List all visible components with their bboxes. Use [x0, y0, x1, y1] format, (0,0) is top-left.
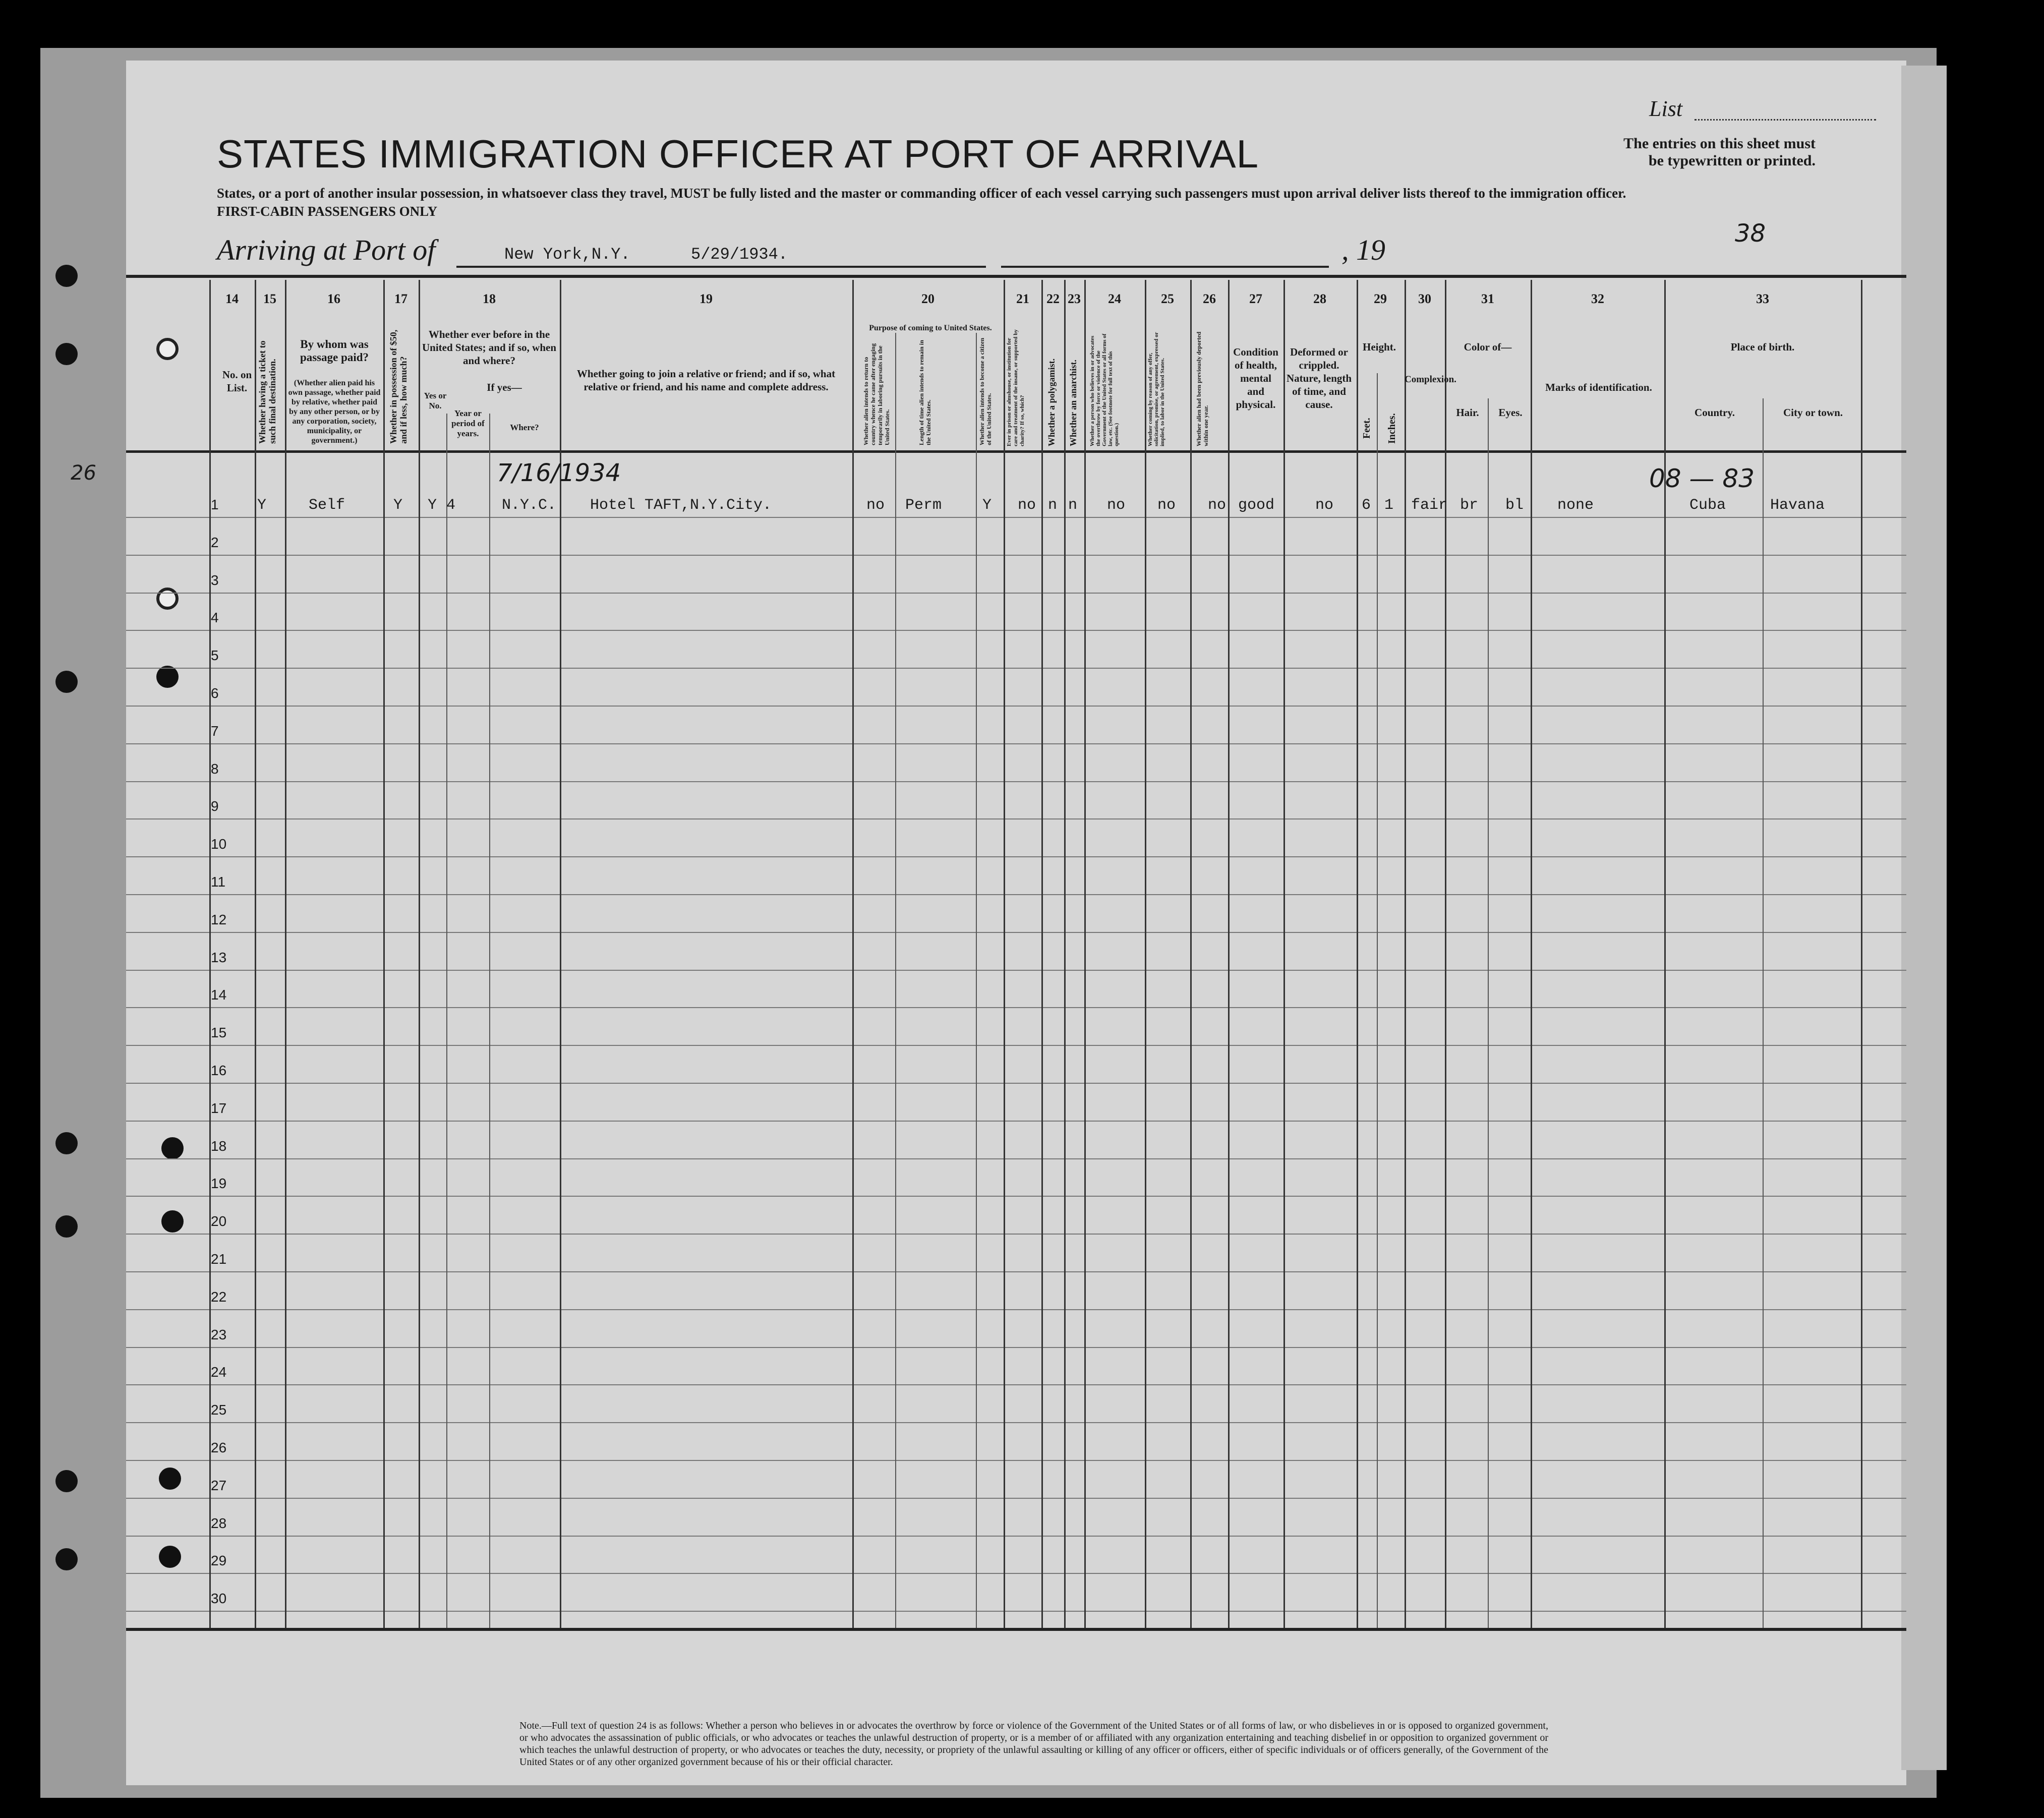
date-value: 5/29/1934. [691, 245, 788, 264]
row-line [126, 1234, 1906, 1235]
column-number: 28 [1313, 291, 1326, 306]
row-number: 27 [211, 1477, 227, 1493]
cell-complexion: fair [1411, 497, 1448, 514]
row-number: 30 [211, 1591, 227, 1607]
row-line [126, 1498, 1906, 1499]
row-number: 7 [211, 723, 219, 739]
row-line [126, 894, 1906, 895]
col33-city: City or town. [1783, 406, 1843, 419]
binder-hole [156, 588, 179, 610]
row-line [126, 781, 1906, 782]
row-line [126, 1384, 1906, 1385]
col18-header: Whether ever before in the United States; and if so, when and where? [422, 328, 557, 367]
instructions-line2: FIRST-CABIN PASSENGERS ONLY [217, 204, 438, 219]
list-number-line [1695, 119, 1876, 121]
cell-years: 4 [446, 497, 456, 514]
handwritten-page-number: 38 [1735, 219, 1766, 248]
column-number: 22 [1046, 291, 1060, 306]
row-line [126, 630, 1906, 631]
row-line [126, 1460, 1906, 1461]
column-line [852, 280, 854, 1628]
row-line [126, 856, 1906, 857]
col20-header: Purpose of coming to United States. [869, 324, 992, 332]
column-number: 17 [394, 291, 407, 306]
row-line [126, 818, 1906, 819]
cell-feet: 6 [1362, 497, 1371, 514]
cell-q25: no [1157, 497, 1176, 514]
row-line [126, 1158, 1906, 1159]
row-number: 19 [211, 1176, 227, 1192]
row-number: 3 [211, 572, 219, 588]
row-line [126, 1611, 1906, 1612]
margin-handwritten-mark: 26 [71, 461, 96, 485]
column-line [1084, 280, 1086, 1628]
cell-q24: no [1107, 497, 1126, 514]
row-line [126, 1083, 1906, 1084]
row-line [126, 970, 1906, 971]
col29-header: Height. [1363, 341, 1396, 353]
column-number: 19 [699, 291, 713, 306]
sheet-edge [1901, 66, 1947, 1770]
row-number: 15 [211, 1025, 227, 1041]
row-number: 17 [211, 1100, 227, 1116]
arriving-label: Arriving at Port of [217, 233, 436, 266]
sub-column-line [446, 414, 447, 1628]
table-bottom-border [126, 1628, 1906, 1631]
row-line [126, 668, 1906, 669]
column-number: 29 [1374, 291, 1387, 306]
cell-marks: none [1557, 497, 1594, 514]
col19-header: Whether going to join a relative or friend; and if so, what relative or friend, and his name and complete address. [576, 368, 836, 393]
sub-column-line [489, 414, 490, 1628]
handwritten-date: 7/16/1934 [497, 459, 621, 487]
row-number: 6 [211, 685, 219, 701]
port-value: New York,N.Y. [504, 245, 630, 264]
row-line [126, 1573, 1906, 1574]
column-number: 25 [1161, 291, 1174, 306]
binder-hole [55, 265, 78, 287]
col14-header: No. on List. [222, 369, 252, 394]
row-line [126, 743, 1906, 744]
entries-instruction-line1: The entries on this sheet must [1623, 135, 1816, 152]
row-line [126, 1121, 1906, 1122]
col18-where: Where? [510, 423, 539, 432]
col20c-header: Whether alien intends to become a citizen of the United States. [978, 337, 992, 445]
sub-column-line [1488, 398, 1489, 1628]
sub-column-line [1763, 398, 1764, 1628]
cell-return: no [866, 497, 885, 514]
binder-hole [161, 1210, 184, 1233]
col31-hair: Hair. [1456, 406, 1479, 419]
column-number: 14 [225, 291, 239, 306]
col25-header: Whether coming by reason of any offer, solicitation, promise, or agreement, expressed or implied, to labor in the United States. [1147, 332, 1165, 446]
col17-header: Whether in possession of $50, and if less, how much? [388, 329, 408, 444]
entries-instruction-line2: be typewritten or printed. [1648, 152, 1816, 169]
row-number: 1 [211, 497, 219, 512]
row-number: 25 [211, 1402, 227, 1418]
binder-hole [159, 1546, 181, 1568]
col29-inches: Inches. [1386, 413, 1397, 444]
col15-header: Whether having a ticket to such final destination. [257, 340, 277, 444]
column-line [1145, 280, 1146, 1628]
row-line [126, 517, 1906, 518]
column-number: 18 [483, 291, 496, 306]
column-number: 26 [1203, 291, 1216, 306]
cell-inches: 1 [1384, 497, 1394, 514]
binder-hole [55, 671, 78, 693]
column-number: 15 [263, 291, 276, 306]
col22-header: Whether a polygamist. [1046, 358, 1057, 446]
row-number: 9 [211, 798, 219, 814]
row-line [126, 1045, 1906, 1046]
column-number: 27 [1249, 291, 1262, 306]
row-number: 24 [211, 1364, 227, 1380]
col31-eyes: Eyes. [1498, 406, 1523, 419]
row-number: 22 [211, 1288, 227, 1305]
row-number: 5 [211, 648, 219, 664]
col31-header: Color of— [1464, 341, 1512, 353]
cell-country: Cuba [1689, 497, 1726, 514]
cell-city: Havana [1770, 497, 1825, 514]
column-line [1445, 280, 1446, 1628]
col18-ifyes: If yes— [487, 381, 522, 393]
footnote: Note.—Full text of question 24 is as follows: Whether a person who believes in or advocates the overthrow by force or violence of the Government of the United States or of all forms of law, or who disbelieves in or is opposed to organized government, or who advocates the assassination of public officials, or who advocates or teaches the unlawful destruction of property, or is a member of or affiliated with any organization entertaining and teaching disbelief in or opposition to organized government or which teaches the unlawful destruction of property, or who advocates or teaches the duty, necessity, or propriety of the unlawful assaulting or killing of any officer or officers, either of specific individuals or of officers generally, of the Government of the United States or of any other organized government because of his or their official character. [519, 1720, 1548, 1768]
sub-column-line [895, 333, 896, 1628]
col27-header: Condition of health, mental and physical. [1233, 346, 1278, 410]
col33-header: Place of birth. [1730, 341, 1795, 353]
row-line [126, 932, 1906, 933]
binder-hole [55, 1548, 78, 1570]
binder-hole [156, 666, 179, 688]
column-line [1228, 280, 1230, 1628]
row-line [126, 1007, 1906, 1008]
column-number: 31 [1481, 291, 1494, 306]
column-line [1283, 280, 1285, 1628]
row-line [126, 1271, 1906, 1272]
row-line [126, 706, 1906, 707]
row-number: 4 [211, 610, 219, 626]
row-line [126, 1347, 1906, 1348]
binder-hole [156, 338, 179, 360]
col20b-header: Length of time alien intends to remain in the United States. [918, 340, 932, 445]
row-number: 14 [211, 987, 227, 1003]
row-number: 21 [211, 1251, 227, 1267]
column-line [1004, 280, 1005, 1628]
col30-header: Complexion. [1405, 374, 1456, 385]
cell-prison: no [1018, 497, 1036, 514]
row-line [126, 1536, 1906, 1537]
col32-header: Marks of identification. [1545, 381, 1652, 393]
column-number: 21 [1016, 291, 1029, 306]
cell-paid-by: Self [309, 497, 345, 514]
cell-anarchist: n [1068, 497, 1078, 514]
binder-hole [55, 1215, 78, 1238]
row-number: 23 [211, 1326, 227, 1342]
row-number: 29 [211, 1553, 227, 1569]
table-top-border [126, 275, 1906, 278]
column-line [1041, 280, 1043, 1628]
manifest-sheet [126, 61, 1906, 1785]
row-number: 10 [211, 836, 227, 852]
table-header-border [126, 450, 1906, 453]
row-number: 12 [211, 911, 227, 927]
binder-hole [159, 1468, 181, 1490]
row-number: 16 [211, 1063, 227, 1078]
column-number: 23 [1068, 291, 1081, 306]
column-number: 16 [327, 291, 340, 306]
row-number: 11 [211, 874, 226, 890]
entries-instruction [1604, 135, 1816, 169]
cell-polygamist: n [1048, 497, 1058, 514]
column-line [1405, 280, 1406, 1628]
column-line [255, 280, 256, 1628]
column-number: 20 [921, 291, 935, 306]
column-line [419, 280, 420, 1628]
cell-ticket: Y [257, 497, 267, 514]
column-line [285, 280, 286, 1628]
row-line [126, 1422, 1906, 1423]
column-number: 32 [1591, 291, 1604, 306]
binder-hole [161, 1137, 184, 1159]
column-line [383, 280, 385, 1628]
cell-where: N.Y.C. [502, 497, 557, 514]
column-line [1064, 280, 1066, 1628]
column-line [1531, 280, 1532, 1628]
cell-hair: br [1460, 497, 1479, 514]
col16-header: By whom was passage paid? [300, 338, 369, 364]
cell-health: good [1238, 497, 1275, 514]
page-title: STATES IMMIGRATION OFFICER AT PORT OF ARRIVAL [217, 132, 1259, 176]
col33-country: Country. [1695, 406, 1735, 419]
sub-column-line [1377, 373, 1378, 1628]
column-number: 30 [1418, 291, 1431, 306]
row-line [126, 555, 1906, 556]
instructions [217, 184, 1805, 220]
binder-hole [55, 1470, 78, 1492]
cell-join: Hotel TAFT,N.Y.City. [590, 497, 772, 514]
col21-header: Ever in prison or almshouse, or institution for care and treatment of the insane, or supported by charity? If so, which? [1006, 329, 1025, 446]
row-line [126, 1196, 1906, 1197]
row-number: 20 [211, 1213, 227, 1229]
row-line [126, 1309, 1906, 1310]
cell-money: Y [393, 497, 403, 514]
port-line [456, 266, 986, 268]
column-line [1190, 280, 1192, 1628]
col24-header: Whether a person who believes in or advocates the overthrow by force or violence of the Government of the United States or all forms of law, etc. (See footnote for full text of this question.) [1089, 333, 1120, 446]
instructions-line1: States, or a port of another insular possession, in whatsoever class they travel, MUST be fully listed and the master or commanding officer of each vessel carrying such passengers must upon arrival deliver lists thereof to the immigration officer. [217, 186, 1626, 201]
col20a-header: Whether alien intends to return to country whence he came after engaging temporarily in laboring pursuits in the United States. [862, 343, 891, 445]
row-line [126, 593, 1906, 594]
cell-ever-before: Y [428, 497, 437, 514]
binder-hole [55, 1132, 78, 1154]
sub-column-line [976, 333, 977, 1628]
row-number: 18 [211, 1138, 227, 1154]
col23-header: Whether an anarchist. [1068, 360, 1078, 446]
row-number: 8 [211, 760, 219, 777]
binder-hole [55, 343, 78, 365]
col26-header: Whether alien had been previously deported within one year. [1195, 331, 1209, 446]
row-number: 2 [211, 534, 219, 550]
column-line [1861, 280, 1862, 1628]
cell-length: Perm [905, 497, 942, 514]
list-label: List [1649, 96, 1683, 121]
col18-yesno: Yes or No. [424, 391, 447, 410]
row-number: 28 [211, 1515, 227, 1531]
year-label: , 19 [1341, 233, 1385, 266]
column-line [1357, 280, 1358, 1628]
col28-header: Deformed or crippled. Nature, length of time, and cause. [1286, 346, 1352, 410]
column-number: 24 [1108, 291, 1121, 306]
cell-citizen: Y [982, 497, 992, 514]
row-number: 26 [211, 1440, 227, 1455]
col16-subheader: (Whether alien paid his own passage, whether paid by relative, whether paid by any other person, or by any corporation, society, municipality, or government.) [288, 379, 381, 445]
row-number: 13 [211, 949, 227, 965]
cell-eyes: bl [1505, 497, 1524, 514]
handwritten-code: 08 — 83 [1649, 464, 1755, 493]
cell-deformed: no [1315, 497, 1334, 514]
date-line [1001, 266, 1329, 268]
col18-year: Year or period of years. [451, 408, 485, 438]
column-number: 33 [1756, 291, 1769, 306]
cell-deported: no [1208, 497, 1227, 514]
col29-feet: Feet. [1361, 418, 1372, 439]
